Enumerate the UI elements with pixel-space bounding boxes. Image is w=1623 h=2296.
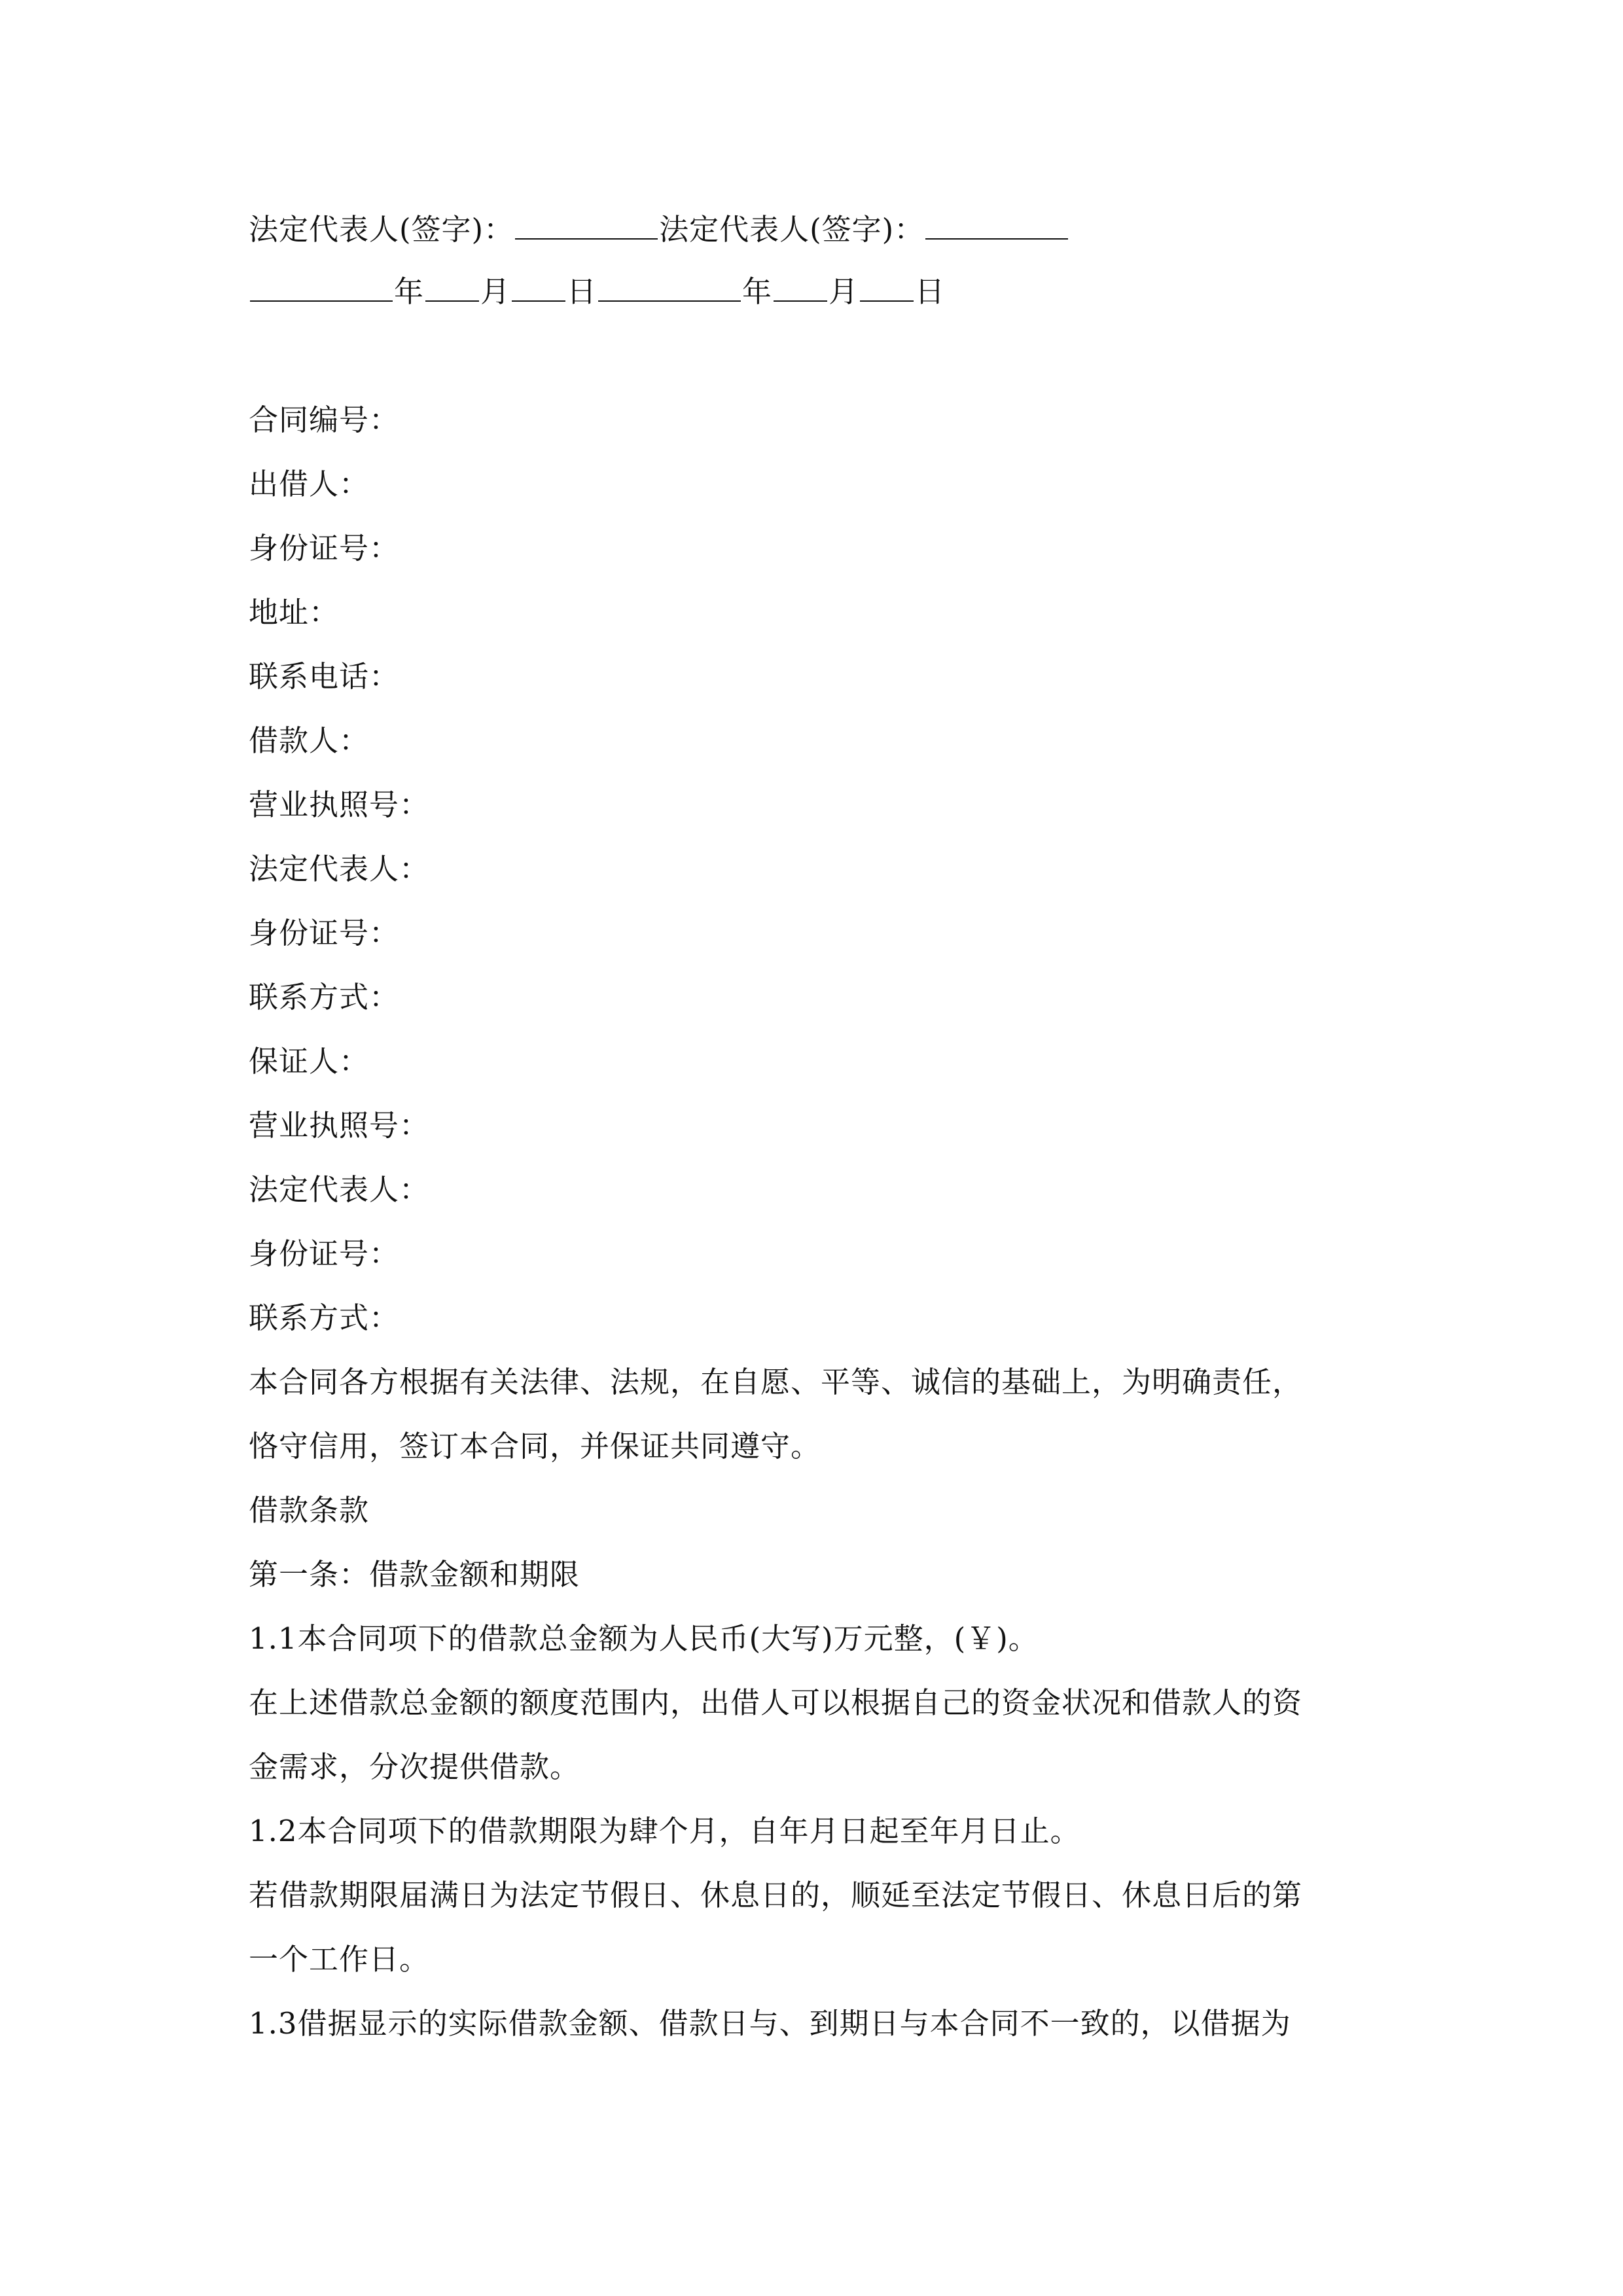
- intro-paragraph-line-2: 恪守信用，签订本合同，并保证共同遵守。: [249, 1429, 821, 1463]
- month-label: 月: [480, 274, 511, 309]
- day-blank-2[interactable]: [860, 272, 914, 302]
- signature-blank-1[interactable]: [515, 209, 658, 240]
- lender-address-field: 地址：: [249, 595, 340, 630]
- guarantor-field: 保证人：: [249, 1044, 370, 1079]
- year-blank-2[interactable]: [598, 272, 741, 302]
- legal-rep-signature-label-1: 法定代表人(签字)：: [249, 212, 514, 247]
- day-label: 日: [915, 274, 946, 309]
- guarantor-contact-field: 联系方式：: [249, 1300, 400, 1335]
- clause-1-2: 1.2本合同项下的借款期限为肆个月，自年月日起至年月日止。: [249, 1814, 1080, 1848]
- clause-1-2-note-line-1: 若借款期限届满日为法定节假日、休息日的，顺延至法定节假日、休息日后的第: [249, 1878, 1303, 1912]
- year-label: 年: [394, 274, 425, 309]
- contract-number-field: 合同编号：: [249, 403, 400, 437]
- signature-line: [249, 209, 1069, 249]
- clause-1-1-note-line-1: 在上述借款总金额的额度范围内，出借人可以根据自己的资金状况和借款人的资: [249, 1685, 1303, 1720]
- guarantor-legal-rep-field: 法定代表人：: [249, 1172, 430, 1207]
- intro-paragraph-line-1: 本合同各方根据有关法律、法规，在自愿、平等、诚信的基础上，为明确责任，: [249, 1365, 1303, 1399]
- borrower-license-field: 营业执照号：: [249, 787, 430, 822]
- borrower-id-field: 身份证号：: [249, 916, 400, 950]
- clause-1-2-note-line-2: 一个工作日。: [249, 1942, 430, 1977]
- month-label: 月: [829, 274, 859, 309]
- lender-id-field: 身份证号：: [249, 531, 400, 565]
- borrower-legal-rep-field: 法定代表人：: [249, 852, 430, 886]
- day-label: 日: [567, 274, 597, 309]
- article-1-title: 第一条：借款金额和期限: [249, 1557, 580, 1592]
- borrower-field: 借款人：: [249, 723, 370, 758]
- clause-1-1-note-line-2: 金需求，分次提供借款。: [249, 1749, 580, 1784]
- year-label: 年: [742, 274, 773, 309]
- clause-1-3: 1.3借据显示的实际借款金额、借款日与、到期日与本合同不一致的，以借据为: [249, 2006, 1291, 2041]
- borrower-contact-field: 联系方式：: [249, 980, 400, 1014]
- month-blank-1[interactable]: [425, 272, 479, 302]
- lender-phone-field: 联系电话：: [249, 659, 400, 694]
- guarantor-license-field: 营业执照号：: [249, 1108, 430, 1143]
- signature-blank-2[interactable]: [925, 209, 1068, 240]
- year-blank-1[interactable]: [250, 272, 393, 302]
- clause-1-1: 1.1本合同项下的借款总金额为人民币(大写)万元整，(￥)。: [249, 1621, 1039, 1656]
- day-blank-1[interactable]: [512, 272, 565, 302]
- lender-field: 出借人：: [249, 467, 370, 501]
- date-line: [249, 272, 945, 312]
- month-blank-2[interactable]: [774, 272, 827, 302]
- legal-rep-signature-label-2: 法定代表人(签字)：: [659, 212, 925, 247]
- guarantor-id-field: 身份证号：: [249, 1236, 400, 1271]
- section-title: 借款条款: [249, 1493, 370, 1528]
